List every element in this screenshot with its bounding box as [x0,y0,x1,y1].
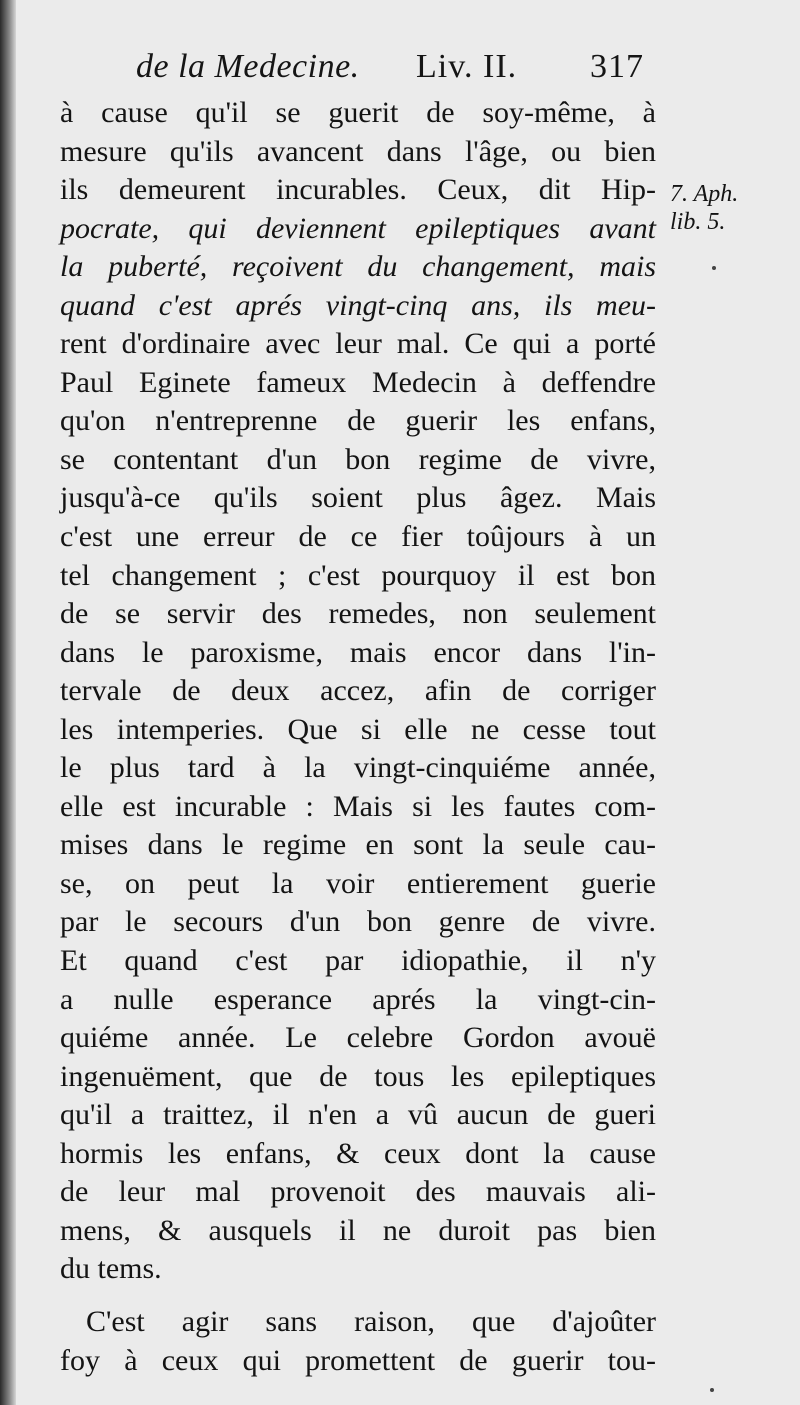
book-page [16,0,800,1405]
text-line: se, on peut la voir entierement guerie [60,866,656,900]
text-line: ingenuëment, que de tous les epileptiques [60,1059,656,1093]
text-line: se contentant d'un bon regime de vivre, [60,442,656,476]
text-line: tervale de deux accez, afin de corriger [60,674,656,708]
running-head [136,48,666,92]
text-line: qu'on n'entreprenne de guerir les enfans, [60,404,656,438]
text-line: mesure qu'ils avancent dans l'âge, ou bien [60,134,656,168]
ink-speck [712,266,716,270]
text-line: rent d'ordinaire avec leur mal. Ce qui a porté [60,327,656,361]
margin-note-line: 7. Aph. [670,181,739,207]
text-line: la puberté, reçoivent du changement, mais [60,250,656,284]
text-line: de leur mal provenoit des mauvais ali- [60,1175,656,1209]
running-head-book: Liv. II. [416,48,518,85]
text-line: quand c'est aprés vingt-cinq ans, ils meu- [60,288,656,322]
text-line: le plus tard à la vingt-cinquiéme année, [60,751,656,785]
text-line: dans le paroxisme, mais encor dans l'in- [60,635,656,669]
text-line: les intemperies. Que si elle ne cesse tout [60,712,656,746]
text-line: à cause qu'il se guerit de soy-même, à [60,96,656,129]
text-line: Et quand c'est par idiopathie, il n'y [60,944,656,978]
margin-note [670,180,770,236]
text-line: a nulle esperance aprés la vingt-cin- [60,982,656,1016]
text-line: de se servir des remedes, non seulement [60,597,656,631]
text-line: mises dans le regime en sont la seule cau- [60,828,656,862]
text-line: hormis les enfans, & ceux dont la cause [60,1136,656,1170]
text-line: mens, & ausquels il ne duroit pas bien [60,1213,656,1247]
text-line: par le secours d'un bon genre de vivre. [60,905,656,939]
text-line: C'est agir sans raison, que d'ajoûter [86,1304,656,1338]
ink-speck [710,1388,714,1392]
text-line: foy à ceux qui promettent de guerir tou- [60,1343,656,1377]
text-line: pocrate, qui deviennent epileptiques avant [60,211,656,245]
body-text [60,94,656,1380]
text-line: ils demeurent incurables. Ceux, dit Hip- [60,173,656,207]
page-number: 317 [590,48,644,85]
text-line: c'est une erreur de ce fier toûjours à un [60,520,656,554]
text-line: jusqu'à-ce qu'ils soient plus âgez. Mais [60,481,656,515]
text-line: Paul Eginete fameux Medecin à deffendre [60,365,656,399]
running-head-title: de la Medecine. [136,48,360,85]
text-line: quiéme année. Le celebre Gordon avouë [60,1021,656,1055]
page-gutter-shadow [0,0,16,1405]
text-line: tel changement ; c'est pourquoy il est bon [60,558,656,592]
margin-note-line: lib. 5. [670,209,726,235]
text-line: du tems. [60,1252,162,1286]
text-line: qu'il a traittez, il n'en a vû aucun de gueri [60,1098,656,1132]
text-line: elle est incurable : Mais si les fautes com- [60,789,656,823]
